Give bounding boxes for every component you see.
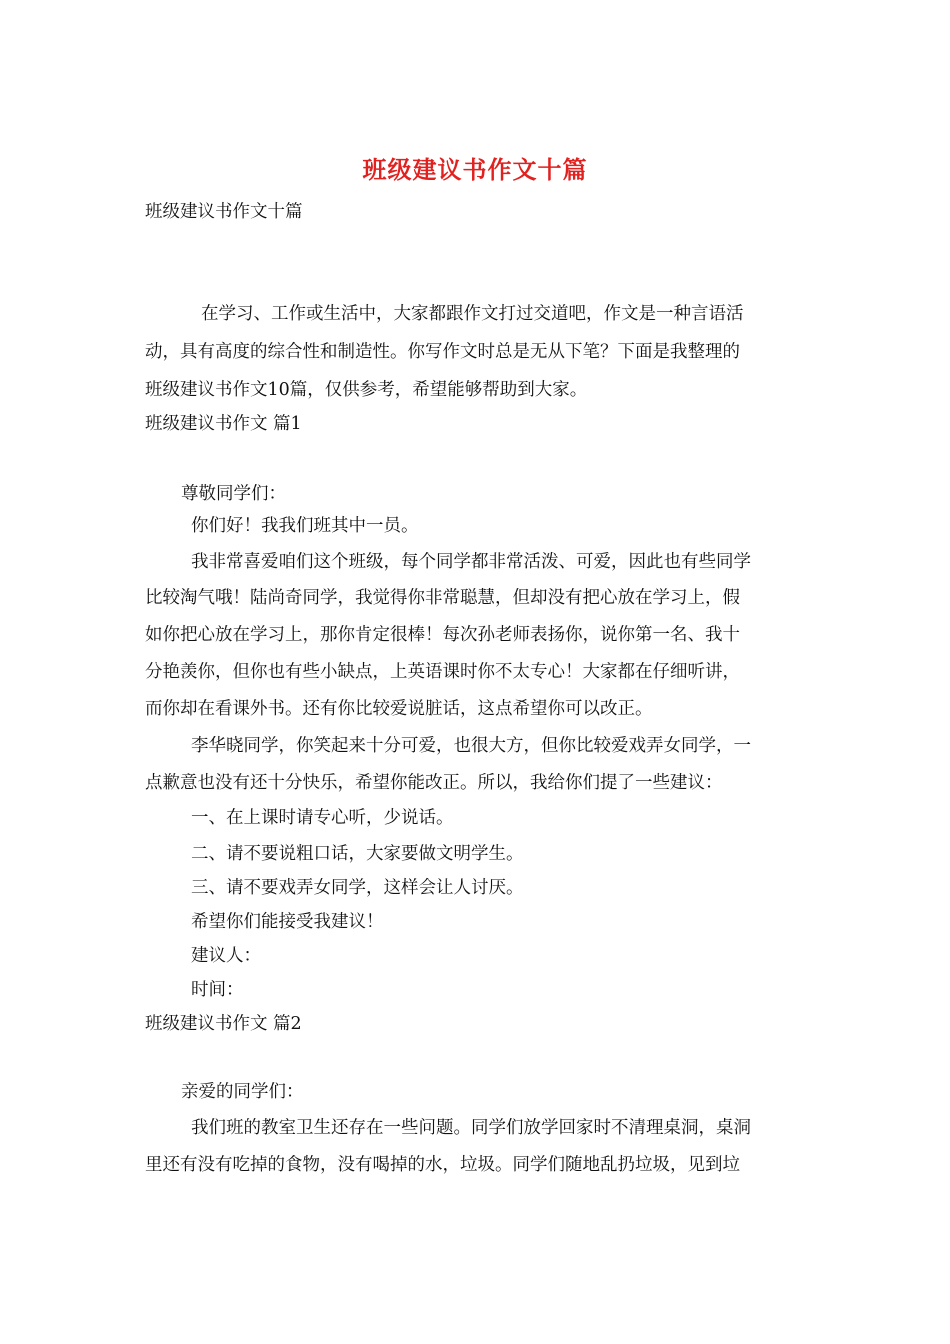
- paragraph-line: 比较淘气哦！陆尚奇同学，我觉得你非常聪慧，但却没有把心放在学习上，假: [145, 588, 740, 608]
- document-subtitle: 班级建议书作文十篇: [145, 202, 303, 222]
- paragraph-line: 里还有没有吃掉的食物，没有喝掉的水，垃圾。同学们随地乱扔垃圾，见到垃: [145, 1155, 740, 1175]
- paragraph-line: 而你却在看课外书。还有你比较爱说脏话，这点希望你可以改正。: [145, 699, 653, 719]
- paragraph-line: 点歉意也没有还十分快乐，希望你能改正。所以，我给你们提了一些建议：: [145, 773, 723, 793]
- paragraph-line: 希望你们能接受我建议！: [191, 912, 384, 932]
- date-label: 时间：: [191, 980, 244, 1000]
- greeting: 尊敬同学们：: [181, 484, 286, 504]
- greeting: 亲爱的同学们：: [181, 1082, 304, 1102]
- paragraph-line: 我们班的教室卫生还存在一些问题。同学们放学回家时不清理桌洞，桌洞: [191, 1118, 751, 1138]
- paragraph-line: 你们好！我我们班其中一员。: [191, 516, 419, 536]
- paragraph-line: 如你把心放在学习上，那你肯定很棒！每次孙老师表扬你，说你第一名、我十: [145, 625, 740, 645]
- list-item: 一、在上课时请专心听，少说话。: [191, 808, 454, 828]
- paragraph-line: 李华晓同学，你笑起来十分可爱，也很大方，但你比较爱戏弄女同学，一: [191, 736, 751, 756]
- list-item: 三、请不要戏弄女同学，这样会让人讨厌。: [191, 878, 524, 898]
- paragraph-line: 分艳羡你，但你也有些小缺点，上英语课时你不太专心！大家都在仔细听讲，: [145, 662, 740, 682]
- document-title: 班级建议书作文十篇: [362, 155, 588, 184]
- list-item: 二、请不要说粗口话，大家要做文明学生。: [191, 844, 524, 864]
- intro-line: 班级建议书作文10篇，仅供参考，希望能够帮助到大家。: [145, 380, 588, 400]
- section-heading: 班级建议书作文 篇1: [145, 414, 302, 434]
- signature-label: 建议人：: [191, 946, 261, 966]
- section-heading: 班级建议书作文 篇2: [145, 1014, 302, 1034]
- intro-line: 在学习、工作或生活中，大家都跟作文打过交道吧，作文是一种言语活: [201, 304, 744, 324]
- paragraph-line: 我非常喜爱咱们这个班级，每个同学都非常活泼、可爱，因此也有些同学: [191, 552, 751, 572]
- intro-line: 动，具有高度的综合性和制造性。你写作文时总是无从下笔？下面是我整理的: [145, 342, 740, 362]
